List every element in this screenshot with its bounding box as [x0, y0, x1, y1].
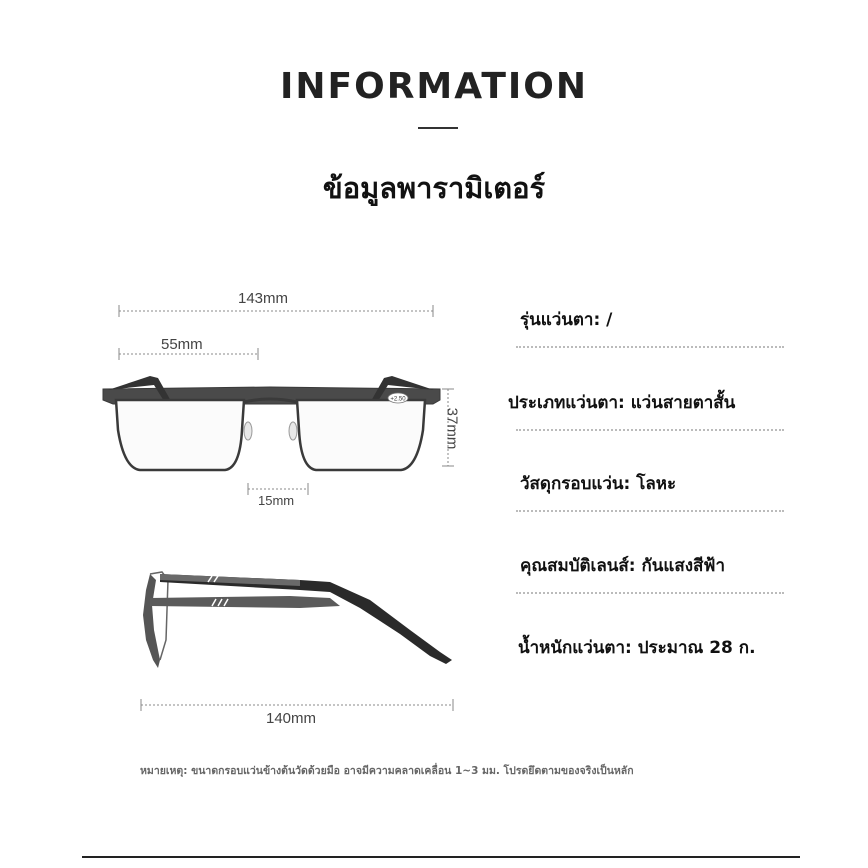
spec-divider [516, 346, 784, 348]
spec-weight-text: น้ำหนักแว่นตา: ประมาณ 28 ก. [518, 638, 756, 658]
spec-material [520, 470, 785, 540]
spec-type-text: ประเภทแว่นตา: แว่นสายตาสั้น [508, 393, 736, 413]
page-subtitle: ข้อมูลพารามิเตอร์ [322, 171, 546, 205]
spec-divider [516, 592, 784, 594]
spec-model-text: รุ่นแว่นตา: / [520, 310, 613, 330]
bridge-width-label: 15mm [258, 493, 295, 508]
spec-divider [516, 510, 784, 512]
spec-weight [520, 634, 785, 704]
page-title: INFORMATION [279, 66, 588, 107]
lens-sticker: +2.50 [390, 396, 406, 403]
spec-lens-feature-text: คุณสมบัติเลนส์: กันแสงสีฟ้า [520, 556, 726, 576]
measurement-note: หมายเหตุ: ขนาดกรอบแว่นข้างต้นวัดด้วยมือ อาจมีความคลาดเคลื่อน 1~3 มม. โปรดยึดตามของจริงเป็นหลัก [140, 765, 634, 777]
spec-type [508, 389, 785, 459]
lens-height-label: 37mm [443, 407, 461, 450]
bottom-divider [82, 856, 800, 858]
total-width-label: 143mm [238, 290, 289, 307]
spec-material-text: วัสดุกรอบแว่น: โลหะ [520, 474, 677, 494]
spec-model [520, 306, 785, 376]
temple-length-label: 140mm [266, 710, 317, 727]
glasses-front-view [103, 376, 440, 470]
glasses-side-view [143, 572, 452, 668]
spec-lens-feature [520, 552, 785, 622]
lens-width-label: 55mm [161, 336, 203, 353]
spec-divider [516, 429, 784, 431]
